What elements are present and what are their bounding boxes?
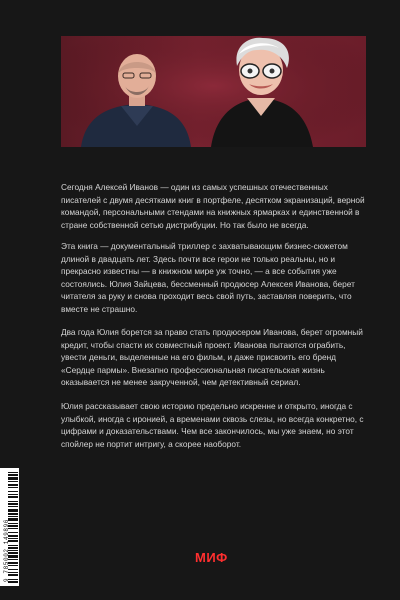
paragraph-text: Юлия рассказывает свою историю предельно искренне и открыто, иногда с улыбкой, иногда с иронией, а временами сквозь слезы, но всегда конкретно, с цифрами и доказательствами. Чем все закончилось, мы уже знаем, но этот спойлер не портит интригу, а скорее наоборот. (61, 401, 364, 449)
author-photo-illustration (61, 36, 366, 147)
description-paragraph-1 (61, 181, 369, 231)
description-paragraph-3 (61, 326, 369, 389)
isbn-number: 9 785002 149896 (3, 518, 10, 582)
paragraph-text: Эта книга — документальный триллер с захватывающим бизнес-сюжетом длиной в двадцать лет. Здесь почти все герои не только реальны, но и прекрасно известны — в книжном мире уж точно, — а все события уже состоялись. Юлия Зайцева, бессменный продюсер Алексея Иванова, берет читателя за руку и снова проходит весь свой путь, заставляя поверить, что вместе не страшно. (61, 241, 355, 314)
paragraph-text: Два года Юлия борется за право стать продюсером Иванова, берет огромный кредит, чтобы спасти их совместный проект. Иванова пытаются ограбить, увести деньги, выделенные на его фильм, и даже присвоить его бренд «Сердце пармы». Внезапно профессиональная писательская жизнь оказывается не менее закрученной, чем детективный сериал. (61, 327, 363, 388)
publisher-logo: МИФ (195, 550, 228, 565)
paragraph-text: Сегодня Алексей Иванов — один из самых успешных отечественных писателей с двумя десятками книг в портфеле, десятком экранизаций, верной командой, персональными стендами на книжных ярмарках и единственной в стране собственной сетью дистрибуции. Но так было не всегда. (61, 182, 365, 230)
description-paragraph-2 (61, 240, 369, 316)
author-photo (61, 36, 366, 147)
description-paragraph-4 (61, 400, 369, 450)
